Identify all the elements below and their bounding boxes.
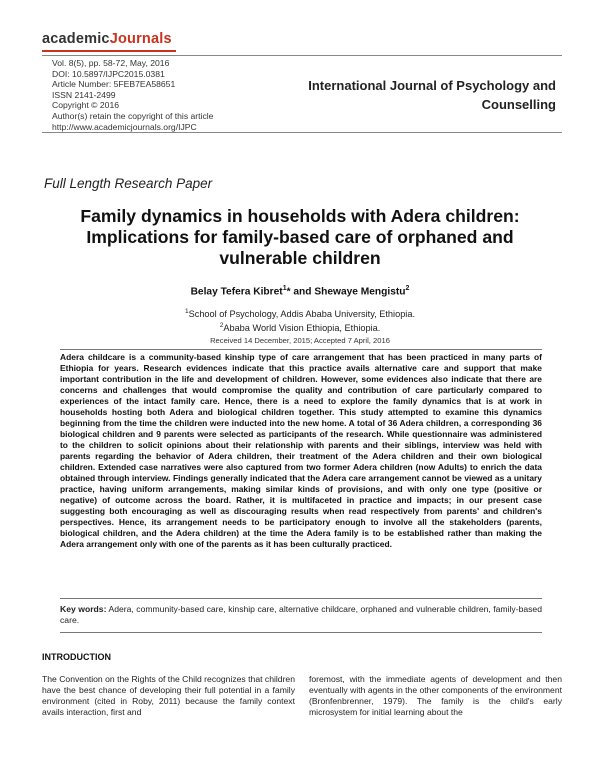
affil-text: Ababa World Vision Ethiopia, Ethiopia. bbox=[223, 323, 381, 334]
journal-name bbox=[296, 76, 556, 114]
journal-name-line1: International Journal of Psychology and bbox=[308, 78, 556, 93]
journal-header bbox=[42, 55, 562, 133]
section-heading-introduction: INTRODUCTION bbox=[42, 652, 111, 662]
keywords-text: Adera, community-based care, kinship care, alternative childcare, orphaned and vulnerable children, family-based care. bbox=[60, 604, 542, 625]
keywords-label: Key words: bbox=[60, 604, 107, 614]
title-line: vulnerable children bbox=[219, 248, 381, 268]
body-column-right: foremost, with the immediate agents of development and then eventually with agents in the other components of the environment (Bronfenbrenner, 1979). The family is the child's early microsystem for initial learning about the bbox=[309, 674, 562, 717]
publisher-logo bbox=[42, 31, 172, 47]
author-name: Belay Tefera Kibret bbox=[190, 286, 283, 298]
keywords bbox=[60, 604, 542, 626]
author-affil-sup: 2 bbox=[405, 285, 410, 292]
meta-article-number: Article Number: 5FEB7EA58651 bbox=[52, 79, 176, 90]
logo-part-academic: academic bbox=[42, 31, 110, 47]
author-list bbox=[40, 285, 560, 297]
body-column-left: The Convention on the Rights of the Child recognizes that children have the best chance of developing their full potential in a family environment (cited in Roby, 2011) because the family context avails interaction, first and bbox=[42, 674, 295, 717]
abstract-top-rule bbox=[60, 349, 542, 350]
keywords-bottom-rule bbox=[60, 632, 542, 633]
affil-sup: 2 bbox=[219, 322, 224, 330]
logo-underline bbox=[42, 50, 176, 52]
abstract: Adera childcare is a community-based kinship type of care arrangement that has been practiced in many parts of Ethiopia for years. Research evidences indicate that this practice avails alternative care and support that make important contribution in the life and development of children. However, some evidences also indicate that there are concerns and challenges that would compromise the quality and contribution of care particularly compared to experiences of the intact family care. Hence, there is a need to explore the family dynamics that is at work in households hosting both Adera and biological children together. This study attempted to examine this dynamics beginning from the time the children were inducted into the new home. A total of 36 Adera children, a corresponding 36 biological children and 9 parents were selected as participants of the research. While questionnaire was administered to the children to solicit opinions about their relationship with parents and their siblings, interview was held with parents regarding the behavior of Adera children, their treatment of the Adera children and their own biological children. Extended case narratives were also captured from two former Adera children (now Adults) to enrich the data obtained through interview. Findings generally indicated that the Adera care arrangement cannot be viewed as a unitary practice, having uniform arrangements, making similar kinds of provisions, and with only one type (positive or negative) of outcome across the board. Rather, it is multifaceted in practice and impacts; in our present case suggesting both encouraging as well as discouraging results when read respectively from parents' and children's perspectives. Hence, its arrangement needs to be participatory enough to involve all the stakeholders (parents, biological children, and the Adera children) at the time the Adera family is to be established rather than making the Adera arrangement only with one of the parents as it has been culturally practiced. bbox=[60, 352, 542, 549]
meta-rights: Author(s) retain the copyright of this article bbox=[52, 110, 214, 121]
author-name: Shewaye Mengistu bbox=[314, 286, 406, 298]
received-dates: Received 14 December, 2015; Accepted 7 April, 2016 bbox=[210, 336, 390, 345]
article-type: Full Length Research Paper bbox=[44, 176, 213, 191]
affil-sup: 1 bbox=[184, 308, 189, 315]
affiliation bbox=[40, 320, 560, 334]
affil-text: School of Psychology, Addis Ababa University, Ethiopia. bbox=[188, 309, 416, 320]
corresponding-mark: * bbox=[286, 286, 291, 298]
meta-volume: Vol. 8(5), pp. 58-72, May, 2016 bbox=[52, 58, 170, 68]
meta-issn: ISSN 2141-2499 bbox=[52, 89, 116, 100]
logo-part-journals: Journals bbox=[109, 31, 172, 47]
author-separator: and bbox=[290, 286, 315, 298]
article-title bbox=[40, 206, 560, 269]
abstract-bottom-rule bbox=[60, 598, 542, 599]
journal-name-line2: Counselling bbox=[481, 97, 556, 112]
affiliation bbox=[40, 306, 560, 320]
author-affil-sup: 1 bbox=[282, 285, 287, 292]
article-metadata bbox=[52, 58, 232, 132]
affiliations bbox=[40, 306, 560, 334]
title-line: Implications for family-based care of orphaned and bbox=[86, 227, 514, 247]
title-line: Family dynamics in households with Adera children: bbox=[80, 206, 520, 226]
meta-copyright: Copyright © 2016 bbox=[52, 100, 120, 111]
meta-doi: DOI: 10.5897/IJPC2015.0381 bbox=[52, 68, 165, 79]
meta-url-link[interactable]: http://www.academicjournals.org/IJPC bbox=[52, 121, 197, 132]
